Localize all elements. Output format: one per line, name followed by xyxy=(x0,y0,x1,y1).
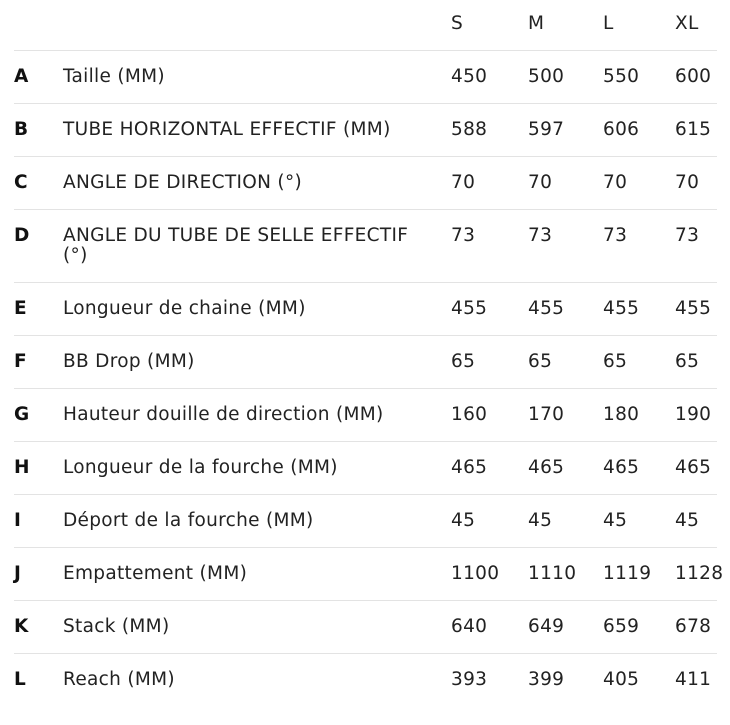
header-size-xl: XL xyxy=(675,13,699,34)
geometry-table-header xyxy=(14,0,717,51)
row-value-l: 65 xyxy=(603,351,628,372)
row-label: ANGLE DE DIRECTION (°) xyxy=(63,172,303,193)
row-value-l: 405 xyxy=(603,669,640,690)
row-value-m: 70 xyxy=(528,172,553,193)
header-letter-cell xyxy=(14,0,63,51)
row-letter: B xyxy=(14,119,29,140)
row-value-s: 70 xyxy=(451,172,476,193)
table-row xyxy=(14,495,717,548)
row-value-m: 465 xyxy=(528,457,565,478)
row-value-m: 399 xyxy=(528,669,565,690)
row-value-l: 180 xyxy=(603,404,640,425)
row-letter: I xyxy=(14,510,22,531)
row-value-m: 649 xyxy=(528,616,565,637)
row-value-s: 465 xyxy=(451,457,488,478)
table-row xyxy=(14,283,717,336)
row-value-l: 659 xyxy=(603,616,640,637)
table-row xyxy=(14,51,717,104)
row-label: Taille (MM) xyxy=(63,66,165,87)
row-value-m: 455 xyxy=(528,298,565,319)
table-row xyxy=(14,601,717,654)
row-value-m: 1110 xyxy=(528,563,577,584)
row-value-s: 73 xyxy=(451,225,476,246)
row-value-xl: 70 xyxy=(675,172,700,193)
row-label: Reach (MM) xyxy=(63,669,175,690)
row-value-xl: 411 xyxy=(675,669,712,690)
row-value-m: 45 xyxy=(528,510,553,531)
row-value-s: 450 xyxy=(451,66,488,87)
geometry-table xyxy=(14,0,724,706)
table-row xyxy=(14,104,717,157)
row-letter: A xyxy=(14,66,29,87)
row-value-s: 455 xyxy=(451,298,488,319)
row-value-l: 45 xyxy=(603,510,628,531)
row-value-l: 70 xyxy=(603,172,628,193)
header-size-s: S xyxy=(451,13,464,34)
row-value-xl: 73 xyxy=(675,225,700,246)
row-value-m: 597 xyxy=(528,119,565,140)
row-label: Stack (MM) xyxy=(63,616,170,637)
row-letter: G xyxy=(14,404,30,425)
header-size-l: L xyxy=(603,13,614,34)
table-row xyxy=(14,548,717,601)
row-label: Hauteur douille de direction (MM) xyxy=(63,404,384,425)
row-label: Déport de la fourche (MM) xyxy=(63,510,314,531)
row-letter: L xyxy=(14,669,27,690)
row-value-xl: 45 xyxy=(675,510,700,531)
row-label: Longueur de la fourche (MM) xyxy=(63,457,338,478)
row-letter: H xyxy=(14,457,30,478)
row-value-xl: 615 xyxy=(675,119,712,140)
row-letter: K xyxy=(14,616,29,637)
header-row xyxy=(14,0,717,51)
row-value-xl: 465 xyxy=(675,457,712,478)
row-label: Longueur de chaine (MM) xyxy=(63,298,306,319)
geometry-table-body xyxy=(14,51,724,707)
row-value-s: 160 xyxy=(451,404,488,425)
row-value-l: 455 xyxy=(603,298,640,319)
row-value-m: 170 xyxy=(528,404,565,425)
row-value-xl: 1128 xyxy=(675,563,724,584)
row-value-m: 500 xyxy=(528,66,565,87)
row-value-s: 45 xyxy=(451,510,476,531)
row-value-l: 550 xyxy=(603,66,640,87)
table-row xyxy=(14,336,717,389)
row-value-l: 73 xyxy=(603,225,628,246)
row-label: BB Drop (MM) xyxy=(63,351,195,372)
table-row xyxy=(14,389,717,442)
table-row xyxy=(14,442,717,495)
row-value-s: 640 xyxy=(451,616,488,637)
row-letter: E xyxy=(14,298,27,319)
row-value-xl: 455 xyxy=(675,298,712,319)
row-value-s: 65 xyxy=(451,351,476,372)
row-value-xl: 190 xyxy=(675,404,712,425)
table-row xyxy=(14,210,717,283)
row-label: TUBE HORIZONTAL EFFECTIF (MM) xyxy=(63,119,391,140)
row-label: Empattement (MM) xyxy=(63,563,248,584)
row-letter: C xyxy=(14,172,28,193)
row-value-xl: 65 xyxy=(675,351,700,372)
row-value-l: 465 xyxy=(603,457,640,478)
header-label-cell xyxy=(63,0,451,51)
header-size-m: M xyxy=(528,13,545,34)
row-letter: F xyxy=(14,351,27,372)
row-value-s: 1100 xyxy=(451,563,500,584)
row-letter: J xyxy=(14,563,22,584)
table-row xyxy=(14,157,717,210)
row-value-xl: 678 xyxy=(675,616,712,637)
row-value-s: 588 xyxy=(451,119,488,140)
table-row xyxy=(14,654,717,707)
row-value-m: 73 xyxy=(528,225,553,246)
row-value-xl: 600 xyxy=(675,66,712,87)
row-value-s: 393 xyxy=(451,669,488,690)
row-value-l: 1119 xyxy=(603,563,652,584)
row-value-l: 606 xyxy=(603,119,640,140)
row-value-m: 65 xyxy=(528,351,553,372)
row-label: ANGLE DU TUBE DE SELLE EFFECTIF (°) xyxy=(63,225,409,266)
row-letter: D xyxy=(14,225,30,246)
